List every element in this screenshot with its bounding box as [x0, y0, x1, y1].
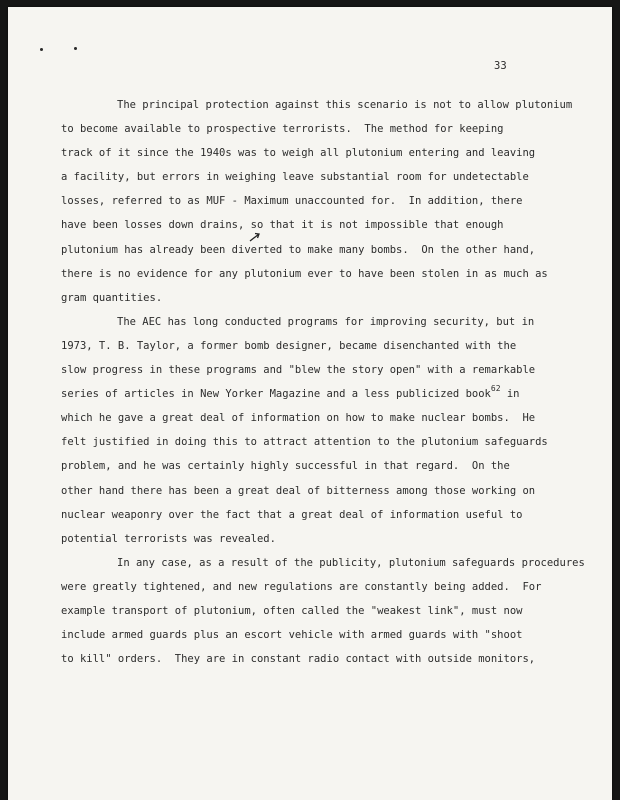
text-line: In any case, as a result of the publicity, plutonium safeguards procedures	[117, 556, 585, 569]
text-line: have been losses down drains, so that it is not impossible that enough	[61, 219, 504, 232]
text-line: example transport of plutonium, often called the "weakest link", must now	[61, 604, 523, 617]
text-line: include armed guards plus an escort vehicle with armed guards with "shoot	[61, 629, 523, 642]
text-line: there is no evidence for any plutonium ever to have been stolen in as much as	[61, 267, 548, 280]
text-line: losses, referred to as MUF - Maximum unaccounted for. In addition, there	[61, 195, 523, 208]
text-line: slow progress in these programs and "blew the story open" with a remarkable	[61, 364, 536, 377]
text-segment: series of articles in New Yorker Magazine and a less publicized book	[61, 388, 491, 401]
page-speck	[74, 47, 77, 50]
text-line: plutonium has already been diverted to make many bombs. On the other hand,	[61, 243, 536, 256]
text-line: which he gave a great deal of information on how to make nuclear bombs. He	[61, 412, 536, 425]
text-line: a facility, but errors in weighing leave substantial room for undetectable	[61, 171, 529, 184]
text-line: potential terrorists was revealed.	[61, 532, 276, 545]
text-segment: in	[500, 388, 520, 401]
text-line: to kill" orders. They are in constant radio contact with outside monitors,	[61, 653, 536, 666]
text-line: 1973, T. B. Taylor, a former bomb designer, became disenchanted with the	[61, 339, 517, 352]
text-line: gram quantities.	[61, 291, 163, 304]
text-line: other hand there has been a great deal of bitterness among those working on	[61, 484, 536, 497]
body-text	[61, 93, 585, 671]
text-line: problem, and he was certainly highly successful in that regard. On the	[61, 460, 510, 473]
text-line: were greatly tightened, and new regulations are constantly being added. For	[61, 580, 542, 593]
document-page	[8, 7, 612, 800]
text-line: track of it since the 1940s was to weigh all plutonium entering and leaving	[61, 147, 536, 160]
text-line: to become available to prospective terrorists. The method for keeping	[61, 123, 504, 136]
text-line: nuclear weaponry over the fact that a great deal of information useful to	[61, 508, 523, 521]
text-line-with-footnote	[61, 382, 561, 406]
text-line: The principal protection against this scenario is not to allow plutonium	[117, 99, 573, 111]
page-number: 33	[494, 60, 507, 72]
text-line: felt justified in doing this to attract attention to the plutonium safeguards	[61, 436, 548, 449]
text-line: The AEC has long conducted programs for improving security, but in	[117, 315, 535, 328]
footnote-reference: 62	[490, 384, 501, 394]
page-speck	[40, 48, 43, 51]
